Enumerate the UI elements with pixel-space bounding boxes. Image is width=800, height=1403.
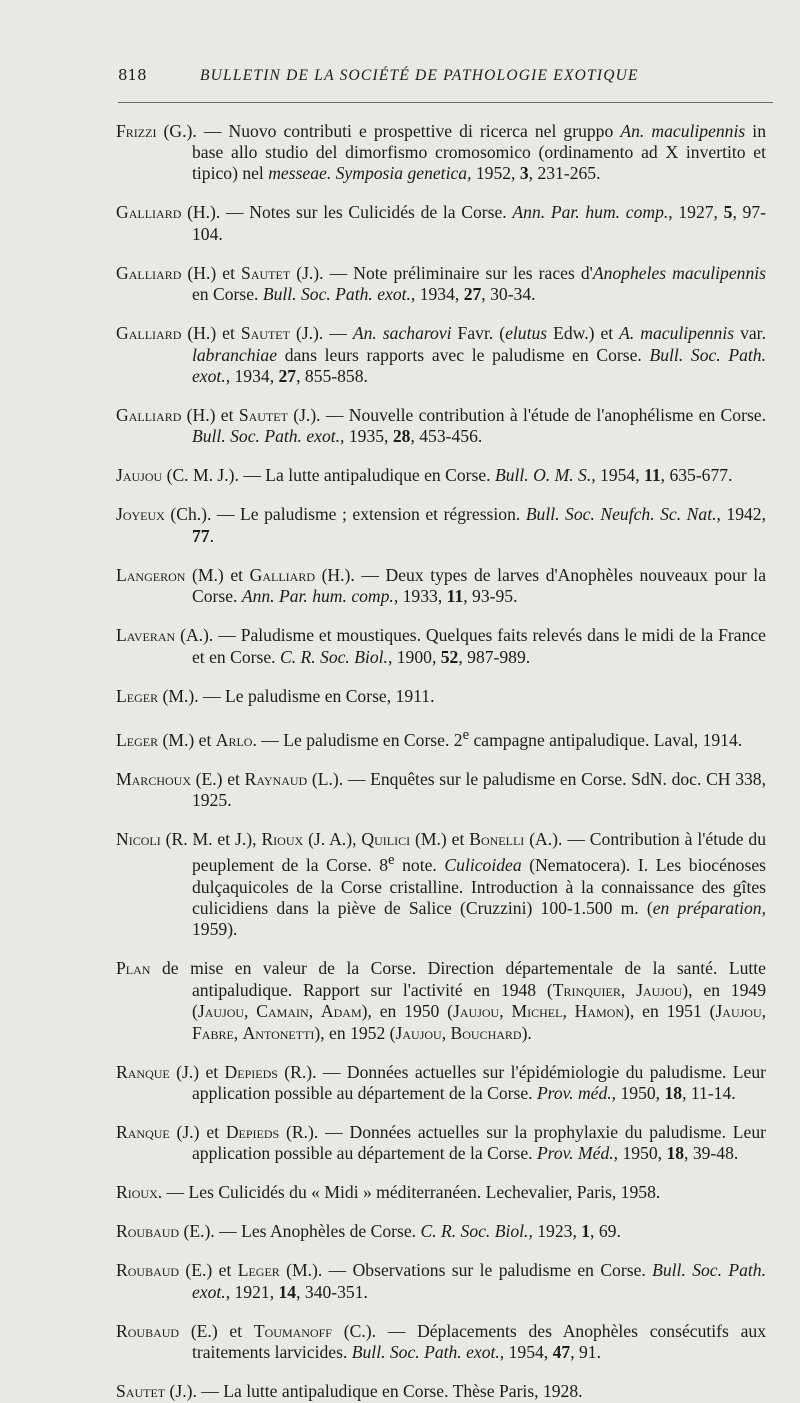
bib-entry-plan: Plan de mise en valeur de la Corse. Direction départementale de la santé. Lutte antipaludique. Rapport sur l'activité en 1948 (Trinquier, Jaujou), en 1949 (Jaujou, Camain, Adam), en 1950 (Jaujou, Michel, Hamon), en 1951 (Jaujou, Fabre, Antonetti), en 1952 (Jaujou, Bouchard).	[116, 958, 767, 1043]
bib-entry-leger-arlo: Leger (M.) et Arlo. — Le paludisme en Corse. 2e campagne antipaludique. Laval, 1914.	[116, 726, 743, 750]
bib-entry-frizzi: Frizzi (G.). — Nuovo contributi e prospettive di ricerca nel gruppo An. maculipennis in base allo studio del dimorfismo cromosomico (ordinamento ad X invertito et tipico) nel messeae. Symposia genetica, 1952, 3, 231-265.	[116, 120, 766, 184]
volume-number: 77	[192, 525, 210, 546]
bib-entry-nicoli: Nicoli (R. M. et J.), Rioux (J. A.), Quilici (M.) et Bonelli (A.). — Contribution à l'étude du peuplement de la Corse. 8e note. Culicoidea (Nematocera). I. Les biocénoses dulçaquicoles de la Corse cristalline. Introduction à la connaissance des gîtes culicidiens dans la piève de Salice (Cruzzini) 100-1.500 m. (en préparation, 1959).	[116, 828, 766, 940]
bib-entry-ranque-depieds-a: Ranque (J.) et Depieds (R.). — Données actuelles sur l'épidémiologie du paludisme. Leur application possible au département de la Corse. Prov. méd., 1950, 18, 11-14.	[116, 1061, 766, 1104]
entry-author: Roubaud	[116, 1221, 180, 1242]
bib-entry-leger-1911: Leger (M.). — Le paludisme en Corse, 1911.	[116, 685, 435, 706]
entry-author: Roubaud	[116, 1260, 180, 1281]
entry-author: Leger	[116, 729, 159, 750]
ordinal-superscript: e	[462, 726, 470, 743]
bib-entry-rioux: Rioux. — Les Culicidés du « Midi » méditerranéen. Lechevalier, Paris, 1958.	[116, 1182, 661, 1203]
bibliography-list	[116, 121, 766, 1403]
volume-number: 1	[581, 1221, 591, 1242]
bib-entry-sautet: Sautet (J.). — La lutte antipaludique en Corse. Thèse Paris, 1928.	[116, 1381, 583, 1402]
bib-entry-jaujou: Jaujou (C. M. J.). — La lutte antipaludique en Corse. Bull. O. M. S., 1954, 11, 635-677.	[116, 465, 733, 486]
volume-number: 27	[278, 366, 297, 387]
running-head	[118, 66, 773, 103]
bib-entry-roubaud-1923: Roubaud (E.). — Les Anophèles de Corse. C. R. Soc. Biol., 1923, 1, 69.	[116, 1221, 621, 1242]
volume-number: 18	[664, 1083, 683, 1104]
bib-entry-galliard-sautet-1934b: Galliard (H.) et Sautet (J.). — An. sacharovi Favr. (elutus Edw.) et A. maculipennis var. labranchiae dans leurs rapports avec le paludisme en Corse. Bull. Soc. Path. exot., 1934, 27, 855-858.	[116, 323, 766, 387]
entry-author: Langeron	[116, 564, 186, 585]
bib-entry-marchoux: Marchoux (E.) et Raynaud (L.). — Enquêtes sur le paludisme en Corse. SdN. doc. CH 338, 1925.	[116, 768, 766, 810]
entry-author: Ranque	[116, 1061, 170, 1082]
volume-number: 47	[552, 1342, 571, 1363]
bib-entry-ranque-depieds-b: Ranque (J.) et Depieds (R.). — Données actuelles sur la prophylaxie du paludisme. Leur application possible au département de la Corse. Prov. Méd., 1950, 18, 39-48.	[116, 1122, 767, 1164]
bib-entry-langeron: Langeron (M.) et Galliard (H.). — Deux types de larves d'Anophèles nouveaux pour la Corse. Ann. Par. hum. comp., 1933, 11, 93-95.	[116, 564, 767, 607]
volume-number: 27	[463, 284, 482, 305]
entry-author: Galliard	[116, 323, 182, 344]
entry-author: Jaujou	[116, 465, 163, 486]
bib-entry-roubaud-toumanoff: Roubaud (E.) et Toumanoff (C.). — Déplacements des Anophèles consécutifs aux traitements larvicides. Bull. Soc. Path. exot., 1954, 47, 91.	[116, 1320, 766, 1363]
entry-author: Rioux	[116, 1182, 158, 1203]
bib-entry-galliard-1927: Galliard (H.). — Notes sur les Culicidés de la Corse. Ann. Par. hum. comp., 1927, 5, 97-104.	[116, 202, 766, 244]
page-number: 818	[118, 66, 147, 84]
bib-entry-joyeux: Joyeux (Ch.). — Le paludisme ; extension et régression. Bull. Soc. Neufch. Sc. Nat., 1942, 77.	[116, 504, 767, 546]
volume-number: 52	[440, 646, 459, 667]
volume-number: 11	[446, 586, 464, 607]
bib-entry-laveran: Laveran (A.). — Paludisme et moustiques. Quelques faits relevés dans le midi de la France et en Corse. C. R. Soc. Biol., 1900, 52, 987-989.	[116, 625, 766, 667]
entry-author: Nicoli	[116, 828, 161, 849]
volume-number: 28	[392, 426, 411, 447]
entry-author: Frizzi (G.)	[116, 120, 193, 141]
entry-author: Galliard	[116, 405, 182, 426]
ordinal-superscript: e	[388, 852, 395, 869]
entry-author: Sautet	[116, 1381, 166, 1402]
bib-entry-galliard-sautet-1934a: Galliard (H.) et Sautet (J.). — Note préliminaire sur les races d'Anopheles maculipennis en Corse. Bull. Soc. Path. exot., 1934, 27, 30-34.	[116, 262, 766, 305]
entry-author: Laveran	[116, 625, 176, 646]
entry-author: Galliard	[116, 262, 182, 283]
volume-number: 5	[723, 202, 733, 223]
entry-author: Joyeux	[116, 504, 165, 525]
journal-title: BULLETIN DE LA SOCIÉTÉ DE PATHOLOGIE EXOTIQUE	[200, 67, 639, 84]
volume-number: 3	[519, 163, 529, 184]
volume-number: 11	[644, 465, 661, 486]
entry-author: Roubaud	[116, 1320, 180, 1341]
entry-author: Leger	[116, 685, 159, 706]
entry-author: Plan	[116, 958, 151, 979]
volume-number: 18	[666, 1143, 685, 1164]
bib-entry-galliard-sautet-1935: Galliard (H.) et Sautet (J.). — Nouvelle contribution à l'étude de l'anophélisme en Corse. Bull. Soc. Path. exot., 1935, 28, 453-456.	[116, 405, 766, 447]
bib-entry-roubaud-leger: Roubaud (E.) et Leger (M.). — Observations sur le paludisme en Corse. Bull. Soc. Path. exot., 1921, 14, 340-351.	[116, 1260, 766, 1302]
entry-author: Marchoux	[116, 768, 191, 789]
entry-author: Galliard	[116, 202, 182, 223]
volume-number: 14	[278, 1281, 297, 1302]
entry-author: Ranque	[116, 1122, 170, 1143]
